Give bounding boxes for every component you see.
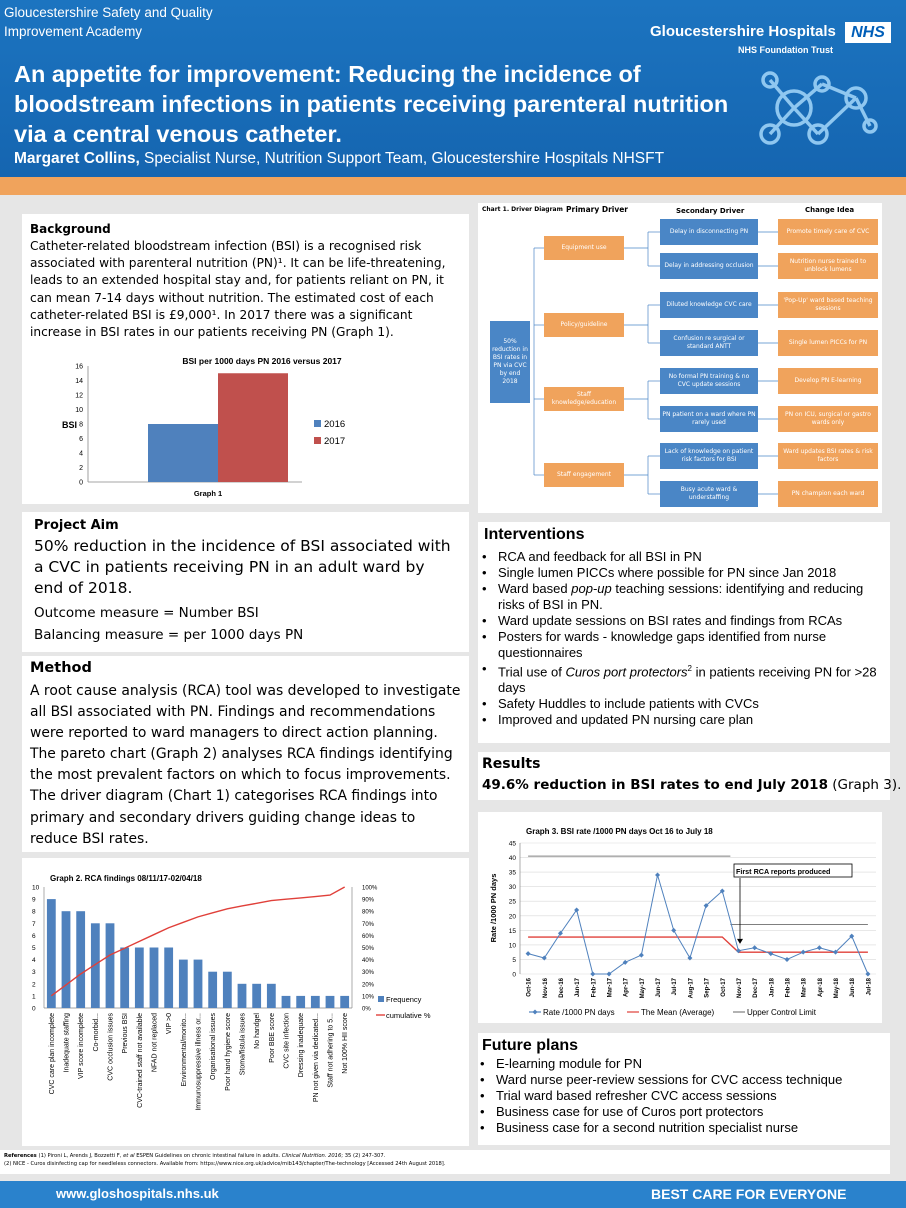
graph2-category-label: Dressing inadequate [298, 1013, 306, 1078]
graph2-legend-swatch-frequency [378, 996, 384, 1002]
future-plan-item: • Ward nurse peer-review sessions for CVC access technique [478, 1072, 888, 1088]
graph2-y2-tick: 0% [362, 1006, 371, 1013]
graph3-y-tick: 35 [508, 869, 516, 877]
aim-heading: Project Aim [34, 518, 119, 533]
driver-primary-3: Staff engagement [544, 463, 624, 487]
graph1-y-tick: 12 [75, 392, 83, 400]
graph2-bar [164, 948, 173, 1009]
graph2-y2-tick: 90% [362, 897, 375, 904]
graph3-rate-point [526, 951, 531, 956]
author-role: Specialist Nurse, Nutrition Support Team, Gloucestershire Hospitals NHSFT [139, 150, 665, 167]
graph3-y-tick: 0 [512, 971, 516, 979]
graph1-title: BSI per 1000 days PN 2016 versus 2017 [182, 356, 342, 366]
reference-1: References (1) Pironi L, Arends J, Bozzetti F, et al ESPEN Guidelines on chronic intestinal failure in adults. Clinical Nutrition. 2016; 35 (2) 247-307. [4, 1153, 386, 1159]
driver-chart-label: Chart 1. Driver Diagram [482, 206, 563, 213]
graph2-y2-tick: 70% [362, 921, 375, 928]
reference-2: (2) NICE - Curos disinfecting cap for needleless connectors. Available from: https://www.nice.org.uk/advice/mib143/chapter/The-technology [Accessed 24th August 2018]. [4, 1161, 446, 1167]
graph1-y-tick: 2 [79, 465, 83, 472]
graph3-title: Graph 3. BSI rate /1000 PN days Oct 16 to July 18 [526, 827, 713, 836]
graph3-category-label: Jun-18 [850, 978, 857, 998]
graph2-bar [340, 996, 349, 1008]
driver-col-secondary: Secondary Driver [676, 207, 745, 215]
graph3-category-label: Dec-17 [753, 978, 760, 998]
graph3-rate-point [590, 972, 595, 977]
graph3-y-tick: 20 [508, 913, 516, 921]
graph3-category-label: Feb-18 [785, 978, 792, 998]
driver-diagram [478, 203, 882, 513]
graph3-annotation-arrowhead [737, 939, 743, 944]
graph2-bar [208, 972, 217, 1008]
graph2-y-tick: 8 [32, 908, 36, 916]
graph2-box [22, 858, 469, 1146]
graph1-y-tick: 14 [75, 378, 83, 385]
graph2-bar [223, 972, 232, 1008]
future-plan-item: • E-learning module for PN [478, 1056, 888, 1072]
graph3-category-label: Apr-17 [623, 978, 630, 998]
intervention-item [480, 549, 888, 565]
driver-secondary-6: Lack of knowledge on patient risk factors for BSI [660, 443, 758, 469]
method-box [22, 656, 469, 852]
graph2-y-tick: 2 [32, 981, 36, 989]
driver-change-0: Promote timely care of CVC [778, 219, 878, 245]
graph1-y-label: BSI [62, 420, 78, 430]
graph3-box [478, 812, 882, 1023]
graph2-category-label: Organisational issues [210, 1013, 218, 1080]
graph3-y-label: Rate /1000 PN days [489, 873, 498, 943]
results-text [482, 777, 901, 793]
graph2-chart [22, 858, 469, 1146]
driver-diagram-box [478, 203, 882, 513]
graph3-rate-point [639, 953, 644, 958]
intervention-text: Curos port protectors [565, 664, 688, 680]
graph2-category-label: CVC-trained staff not available [136, 1013, 144, 1108]
graph2-y-tick: 5 [32, 945, 36, 952]
driver-change-2: 'Pop-Up' ward based teaching sessions [778, 292, 878, 318]
network-icon [752, 68, 882, 150]
intervention-text: 2 [687, 664, 692, 673]
slogan: BEST CARE FOR EVERYONE [651, 1186, 847, 1202]
author-name: Margaret Collins, [14, 150, 140, 167]
graph2-bar [150, 948, 159, 1009]
graph2-category-label: CVC occlusion issues [107, 1013, 115, 1081]
poster-header [0, 0, 906, 177]
website-link[interactable]: www.gloshospitals.nhs.uk [56, 1186, 219, 1201]
graph3-category-label: Apr-18 [817, 978, 824, 998]
driver-primary-1: Policy/guideline [544, 313, 624, 337]
graph2-y2-tick: 50% [362, 946, 375, 952]
intervention-text: Ward update sessions on BSI rates and findings from RCAs [498, 613, 843, 628]
graph3-category-label: Oct-16 [526, 978, 533, 997]
graph3-category-label: Sep-17 [704, 978, 711, 998]
graph1-y-tick: 16 [75, 363, 83, 371]
intervention-item [480, 613, 888, 629]
driver-change-4: Develop PN E-learning [778, 368, 878, 394]
intervention-text: Safety Huddles to include patients with CVCs [498, 696, 759, 712]
graph2-category-label: Poor hand hygiene score [224, 1013, 232, 1091]
graph1-legend-swatch-2016 [314, 420, 321, 427]
graph2-bar [76, 911, 85, 1008]
graph3-rate-point [752, 945, 757, 950]
graph3-y-tick: 10 [508, 942, 516, 950]
academy-name: Gloucestershire Safety and Quality Improvement Academy [4, 5, 213, 39]
graph3-category-label: Mar-17 [607, 978, 614, 998]
intervention-text: in patients receiving PN for >28 days [498, 664, 877, 696]
graph3-legend-marker [533, 1010, 538, 1015]
graph3-y-tick: 5 [512, 956, 516, 964]
graph2-bar [179, 960, 188, 1008]
graph3-rate-point [865, 972, 870, 977]
graph2-bar [120, 948, 129, 1009]
graph3-category-label: May-18 [834, 978, 841, 999]
graph3-rate-point [785, 957, 790, 962]
graph2-bar [194, 960, 203, 1008]
graph3-legend-label-0: Rate /1000 PN days [543, 1008, 615, 1017]
graph1-y-tick: 6 [79, 436, 83, 443]
references-box [0, 1150, 890, 1174]
intervention-text: Ward based [498, 581, 572, 596]
graph2-category-label: No handgel [254, 1013, 262, 1049]
graph2-y2-tick: 10% [362, 994, 375, 1001]
future-plan-item: • Business case for use of Curos port protectors [478, 1104, 888, 1120]
graph3-category-label: Jan-18 [769, 978, 776, 998]
graph2-category-label: VIP >0 [166, 1013, 174, 1035]
graph2-category-label: Not 100% HII score [342, 1013, 350, 1074]
driver-secondary-7: Busy acute ward & understaffing [660, 481, 758, 507]
intervention-text: Posters for wards - knowledge gaps identified from nurse questionnaires [498, 629, 827, 660]
graph3-rate-point [655, 873, 660, 878]
trust-name: Gloucestershire Hospitals [650, 23, 836, 40]
graph2-category-label: PN not given via dedicated... [312, 1013, 320, 1103]
future-list [478, 1056, 888, 1136]
intervention-text: teaching sessions: identifying and reducing risks of BSI in PN. [498, 581, 864, 612]
driver-change-5: PN on ICU, surgical or gastro wards only [778, 406, 878, 432]
graph1-y-tick: 0 [79, 479, 83, 487]
graph3-y-tick: 15 [508, 927, 516, 935]
graph2-y-tick: 4 [32, 957, 36, 965]
graph2-bar [326, 996, 335, 1008]
graph2-category-label: Staff not adhering to 5... [327, 1013, 335, 1088]
aim-statement: 50% reduction in the incidence of BSI associated with a CVC in patients receiving PN in an adult ward by end of 2018. [34, 537, 451, 597]
intervention-text: RCA and feedback for all BSI in PN [498, 549, 702, 564]
graph1-caption: Graph 1 [193, 489, 223, 498]
background-heading: Background [30, 222, 111, 236]
author-line [14, 150, 664, 168]
graph3-legend-label-2: Upper Control Limit [747, 1008, 816, 1017]
interventions-list [480, 549, 888, 728]
driver-secondary-3: Confusion re surgical or standard ANTT [660, 330, 758, 356]
driver-primary-2: Staff knowledge/education [544, 387, 624, 411]
graph2-y-tick: 7 [32, 920, 36, 928]
graph2-bar [296, 996, 305, 1008]
driver-secondary-5: PN patient on a ward where PN rarely used [660, 406, 758, 432]
driver-change-7: PN champion each ward [778, 481, 878, 507]
nhs-logo: NHS [845, 22, 891, 43]
driver-aim: 50% reduction in BSI rates in PN via CVC by end 2018 [490, 321, 530, 403]
outcome-measure: Outcome measure = Number BSI [34, 605, 259, 621]
intervention-item [480, 565, 888, 581]
graph1-legend-label-2016: 2016 [324, 419, 346, 430]
graph3-category-label: Jan-17 [575, 978, 582, 998]
background-box [22, 214, 469, 504]
driver-secondary-0: Delay in disconnecting PN [660, 219, 758, 245]
graph2-legend-label-frequency: Frequency [386, 995, 422, 1004]
graph2-y-tick: 9 [32, 896, 36, 904]
intervention-text: Improved and updated PN nursing care plan [498, 712, 754, 728]
results-bold: 49.6% reduction in BSI rates to end July 2018 [482, 777, 828, 793]
graph2-category-label: Previous BSI [122, 1013, 130, 1054]
driver-secondary-4: No formal PN training & no CVC update sessions [660, 368, 758, 394]
graph3-y-tick: 40 [508, 855, 516, 863]
graph2-category-label: Environmental/monito... [180, 1013, 188, 1087]
graph3-y-tick: 30 [508, 884, 516, 892]
driver-change-3: Single lumen PICCs for PN [778, 330, 878, 356]
graph2-y-tick: 0 [32, 1005, 36, 1013]
future-plans-box [478, 1033, 890, 1145]
graph2-y-tick: 3 [32, 969, 36, 977]
graph3-category-label: Aug-17 [688, 978, 695, 999]
graph3-y-tick: 25 [508, 898, 516, 906]
method-heading: Method [30, 660, 92, 676]
graph3-category-label: Jul-18 [866, 978, 873, 996]
graph2-y-tick: 1 [32, 993, 36, 1001]
graph3-category-label: Oct-17 [720, 978, 727, 997]
graph2-y2-tick: 20% [362, 982, 375, 989]
graph3-y-tick: 45 [508, 840, 516, 848]
graph2-category-label: NFAD not replaced [151, 1013, 159, 1073]
graph1-y-tick: 10 [75, 407, 83, 414]
results-heading: Results [482, 756, 541, 772]
graph2-y2-tick: 30% [362, 970, 375, 977]
graph3-chart [478, 812, 882, 1023]
graph2-bar [47, 899, 56, 1008]
graph3-category-label: Dec-16 [558, 978, 565, 998]
graph3-category-label: Nov-16 [542, 978, 549, 999]
graph2-y2-tick: 80% [362, 909, 375, 916]
graph1-chart [62, 354, 462, 502]
graph1-bar-2017 [218, 373, 288, 482]
graph2-category-label: Poor BBE score [268, 1013, 276, 1063]
graph3-rate-point [801, 950, 806, 955]
project-aim-box [22, 512, 469, 652]
method-text: A root cause analysis (RCA) tool was developed to investigate all BSI associated with PN. Findings and recommendations were reported to ward managers to direct action planning. The pareto chart (Graph 2) analyses RCA findings identifying the most prevalent factors on which to focus improvements. The driver diagram (Chart 1) categorises RCA findings into primary and secondary drivers guiding change ideas to reduce BSI rates. [30, 683, 461, 847]
graph1-y-tick: 8 [79, 421, 83, 429]
graph2-category-label: VIP score incomplete [78, 1013, 86, 1080]
driver-col-change: Change Idea [805, 206, 855, 214]
graph3-category-label: Nov-17 [736, 978, 743, 999]
graph2-category-label: CVC site infection [283, 1013, 291, 1069]
intervention-item [480, 581, 888, 613]
graph3-category-label: Feb-17 [591, 978, 598, 998]
graph3-rate-point [671, 928, 676, 933]
balancing-measure: Balancing measure = per 1000 days PN [34, 627, 304, 643]
future-plan-item: • Business case for a second nutrition specialist nurse [478, 1120, 888, 1136]
graph3-category-label: Jun-17 [656, 978, 663, 998]
intervention-item [480, 696, 888, 712]
intervention-text: Trial use of [498, 664, 566, 680]
graph1-y-tick: 4 [79, 450, 83, 458]
poster-title: An appetite for improvement: Reducing the incidence of bloodstream infections in patients receiving parenteral nutrition via a central venous catheter. [14, 61, 729, 147]
graph2-category-label: Co-morbid... [92, 1013, 100, 1052]
graph2-bar [267, 984, 276, 1008]
graph2-bar [238, 984, 247, 1008]
graph2-bar [252, 984, 261, 1008]
results-box [478, 752, 902, 800]
graph2-category-label: Inadequate staffing [63, 1013, 71, 1073]
graph1-bar-2016 [148, 424, 218, 482]
graph1-legend-swatch-2017 [314, 437, 321, 444]
graph2-bar [135, 948, 144, 1009]
graph2-y2-tick: 100% [362, 885, 378, 892]
graph3-category-label: May-17 [639, 978, 646, 999]
results-rest: (Graph 3). [827, 777, 902, 793]
intervention-item [480, 661, 888, 696]
graph2-bar [106, 923, 115, 1008]
driver-change-1: Nutrition nurse trained to unblock lumens [778, 253, 878, 279]
graph3-category-label: Mar-18 [801, 978, 808, 998]
interventions-box [478, 522, 890, 743]
future-heading: Future plans [482, 1037, 579, 1054]
graph2-category-label: Immunosuppressive illness or... [195, 1013, 203, 1111]
intervention-text: pop-up [571, 581, 612, 596]
footer [0, 1181, 906, 1208]
background-text: Catheter-related bloodstream infection (BSI) is a recognised risk associated with parenteral nutrition (PN)¹. It can be life-threatening, leads to an extended hospital stay and, for patients reliant on PN, it can mean 7-14 days without nutrition. The estimated cost of each catheter-related BSI is £9,000¹. In 2017 there was a significant increase in BSI rates in our patients receiving PN (Graph 1). [30, 239, 446, 340]
graph3-annotation: First RCA reports produced [736, 867, 831, 876]
graph2-y2-tick: 40% [362, 958, 375, 965]
graph2-category-label: Stoma/fistula issues [239, 1013, 247, 1076]
graph2-bar [62, 911, 71, 1008]
orange-stripe [0, 177, 906, 195]
driver-secondary-1: Delay in addressing occlusion [660, 253, 758, 279]
foundation-trust-label: NHS Foundation Trust [738, 45, 833, 55]
graph2-category-label: CVC care plan incomplete [48, 1013, 56, 1095]
graph2-legend-label-cumulative: cumulative % [386, 1011, 431, 1020]
graph3-rate-point [817, 945, 822, 950]
intervention-item [480, 712, 888, 728]
future-plan-item: • Trial ward based refresher CVC access sessions [478, 1088, 888, 1104]
driver-primary-0: Equipment use [544, 236, 624, 260]
interventions-heading: Interventions [484, 526, 585, 543]
graph2-y2-tick: 60% [362, 933, 375, 940]
graph3-legend-label-1: The Mean (Average) [641, 1008, 715, 1017]
driver-secondary-2: Diluted knowledge CVC care [660, 292, 758, 318]
graph2-bar [282, 996, 291, 1008]
intervention-text: Single lumen PICCs where possible for PN since Jan 2018 [498, 565, 837, 580]
graph2-bar [311, 996, 320, 1008]
driver-change-6: Ward updates BSI rates & risk factors [778, 443, 878, 469]
graph2-title: Graph 2. RCA findings 08/11/17-02/04/18 [50, 874, 202, 883]
intervention-item [480, 629, 888, 661]
driver-col-primary: Primary Driver [566, 205, 629, 214]
graph1-legend-label-2017: 2017 [324, 436, 346, 447]
graph2-y-tick: 6 [32, 932, 36, 940]
graph2-y-tick: 10 [32, 884, 40, 892]
graph3-category-label: Jul-17 [672, 978, 679, 996]
